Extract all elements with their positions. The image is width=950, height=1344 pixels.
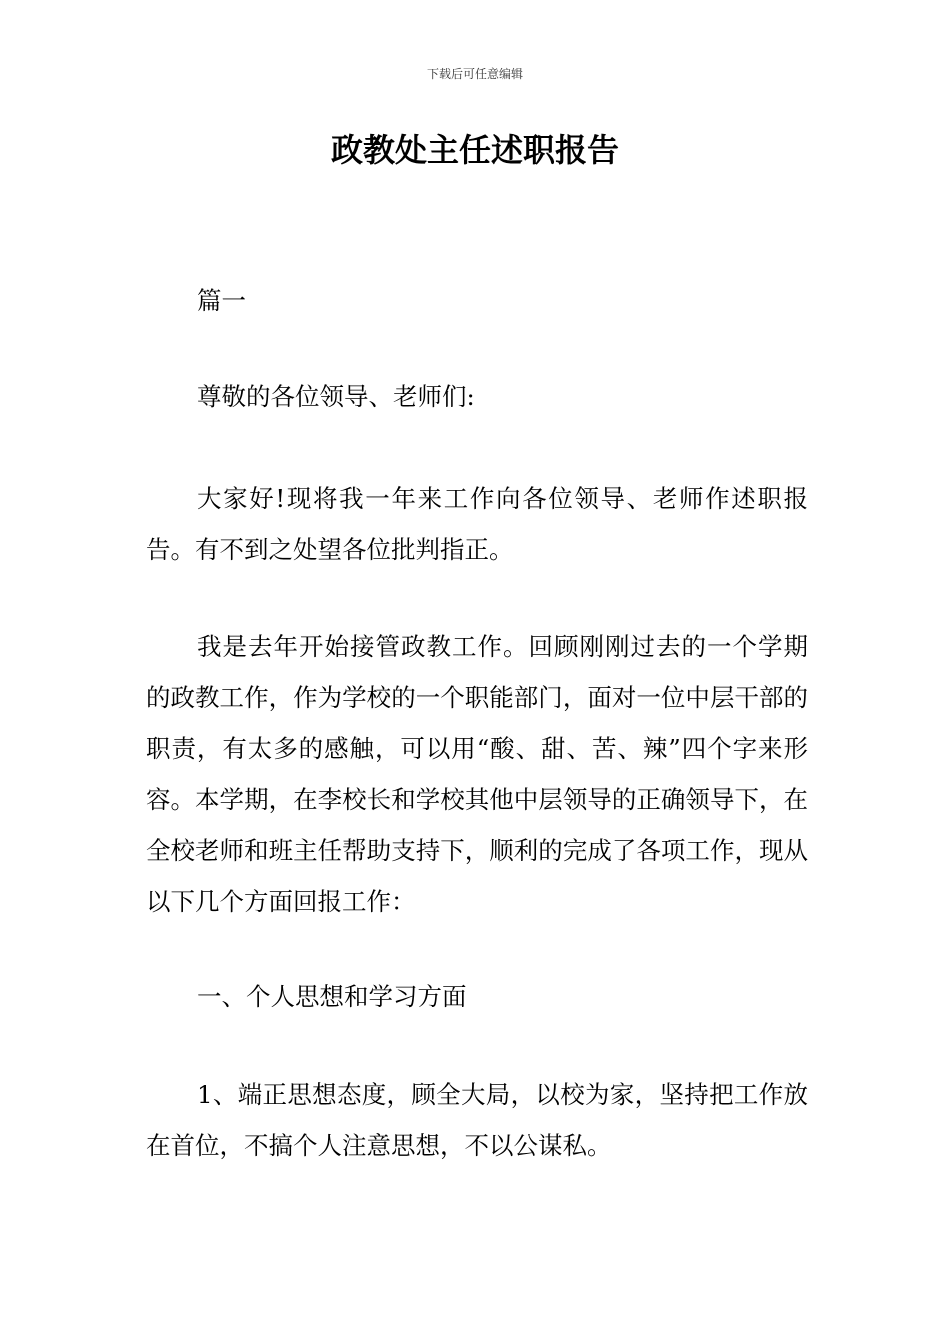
intro-paragraph: 大家好!现将我一年来工作向各位领导、老师作述职报告。有不到之处望各位批判指正。 xyxy=(146,484,808,564)
section-heading: 一、个人思想和学习方面 xyxy=(197,982,467,1011)
body-paragraph: 我是去年开始接管政教工作。回顾刚刚过去的一个学期的政教工作，作为学校的一个职能部门，面对一位中层干部的职责，有太多的感触，可以用“酸、甜、苦、辣”四个字来形容。本学期，在李校长和学校其他中层领导的正确领导下，在全校老师和班主任帮助支持下，顺利的完成了各项工作，现从以下几个方面回报工作： xyxy=(146,632,808,916)
greeting-paragraph: 尊敬的各位领导、老师们: xyxy=(197,382,475,411)
header-note: 下载后可任意编辑 xyxy=(426,67,523,81)
section-label: 篇一 xyxy=(197,286,246,315)
list-item: 1、端正思想态度，顾全大局，以校为家，坚持把工作放在首位，不搞个人注意思想，不以公谋私。 xyxy=(146,1080,808,1160)
document-title: 政教处主任述职报告 xyxy=(330,131,619,169)
